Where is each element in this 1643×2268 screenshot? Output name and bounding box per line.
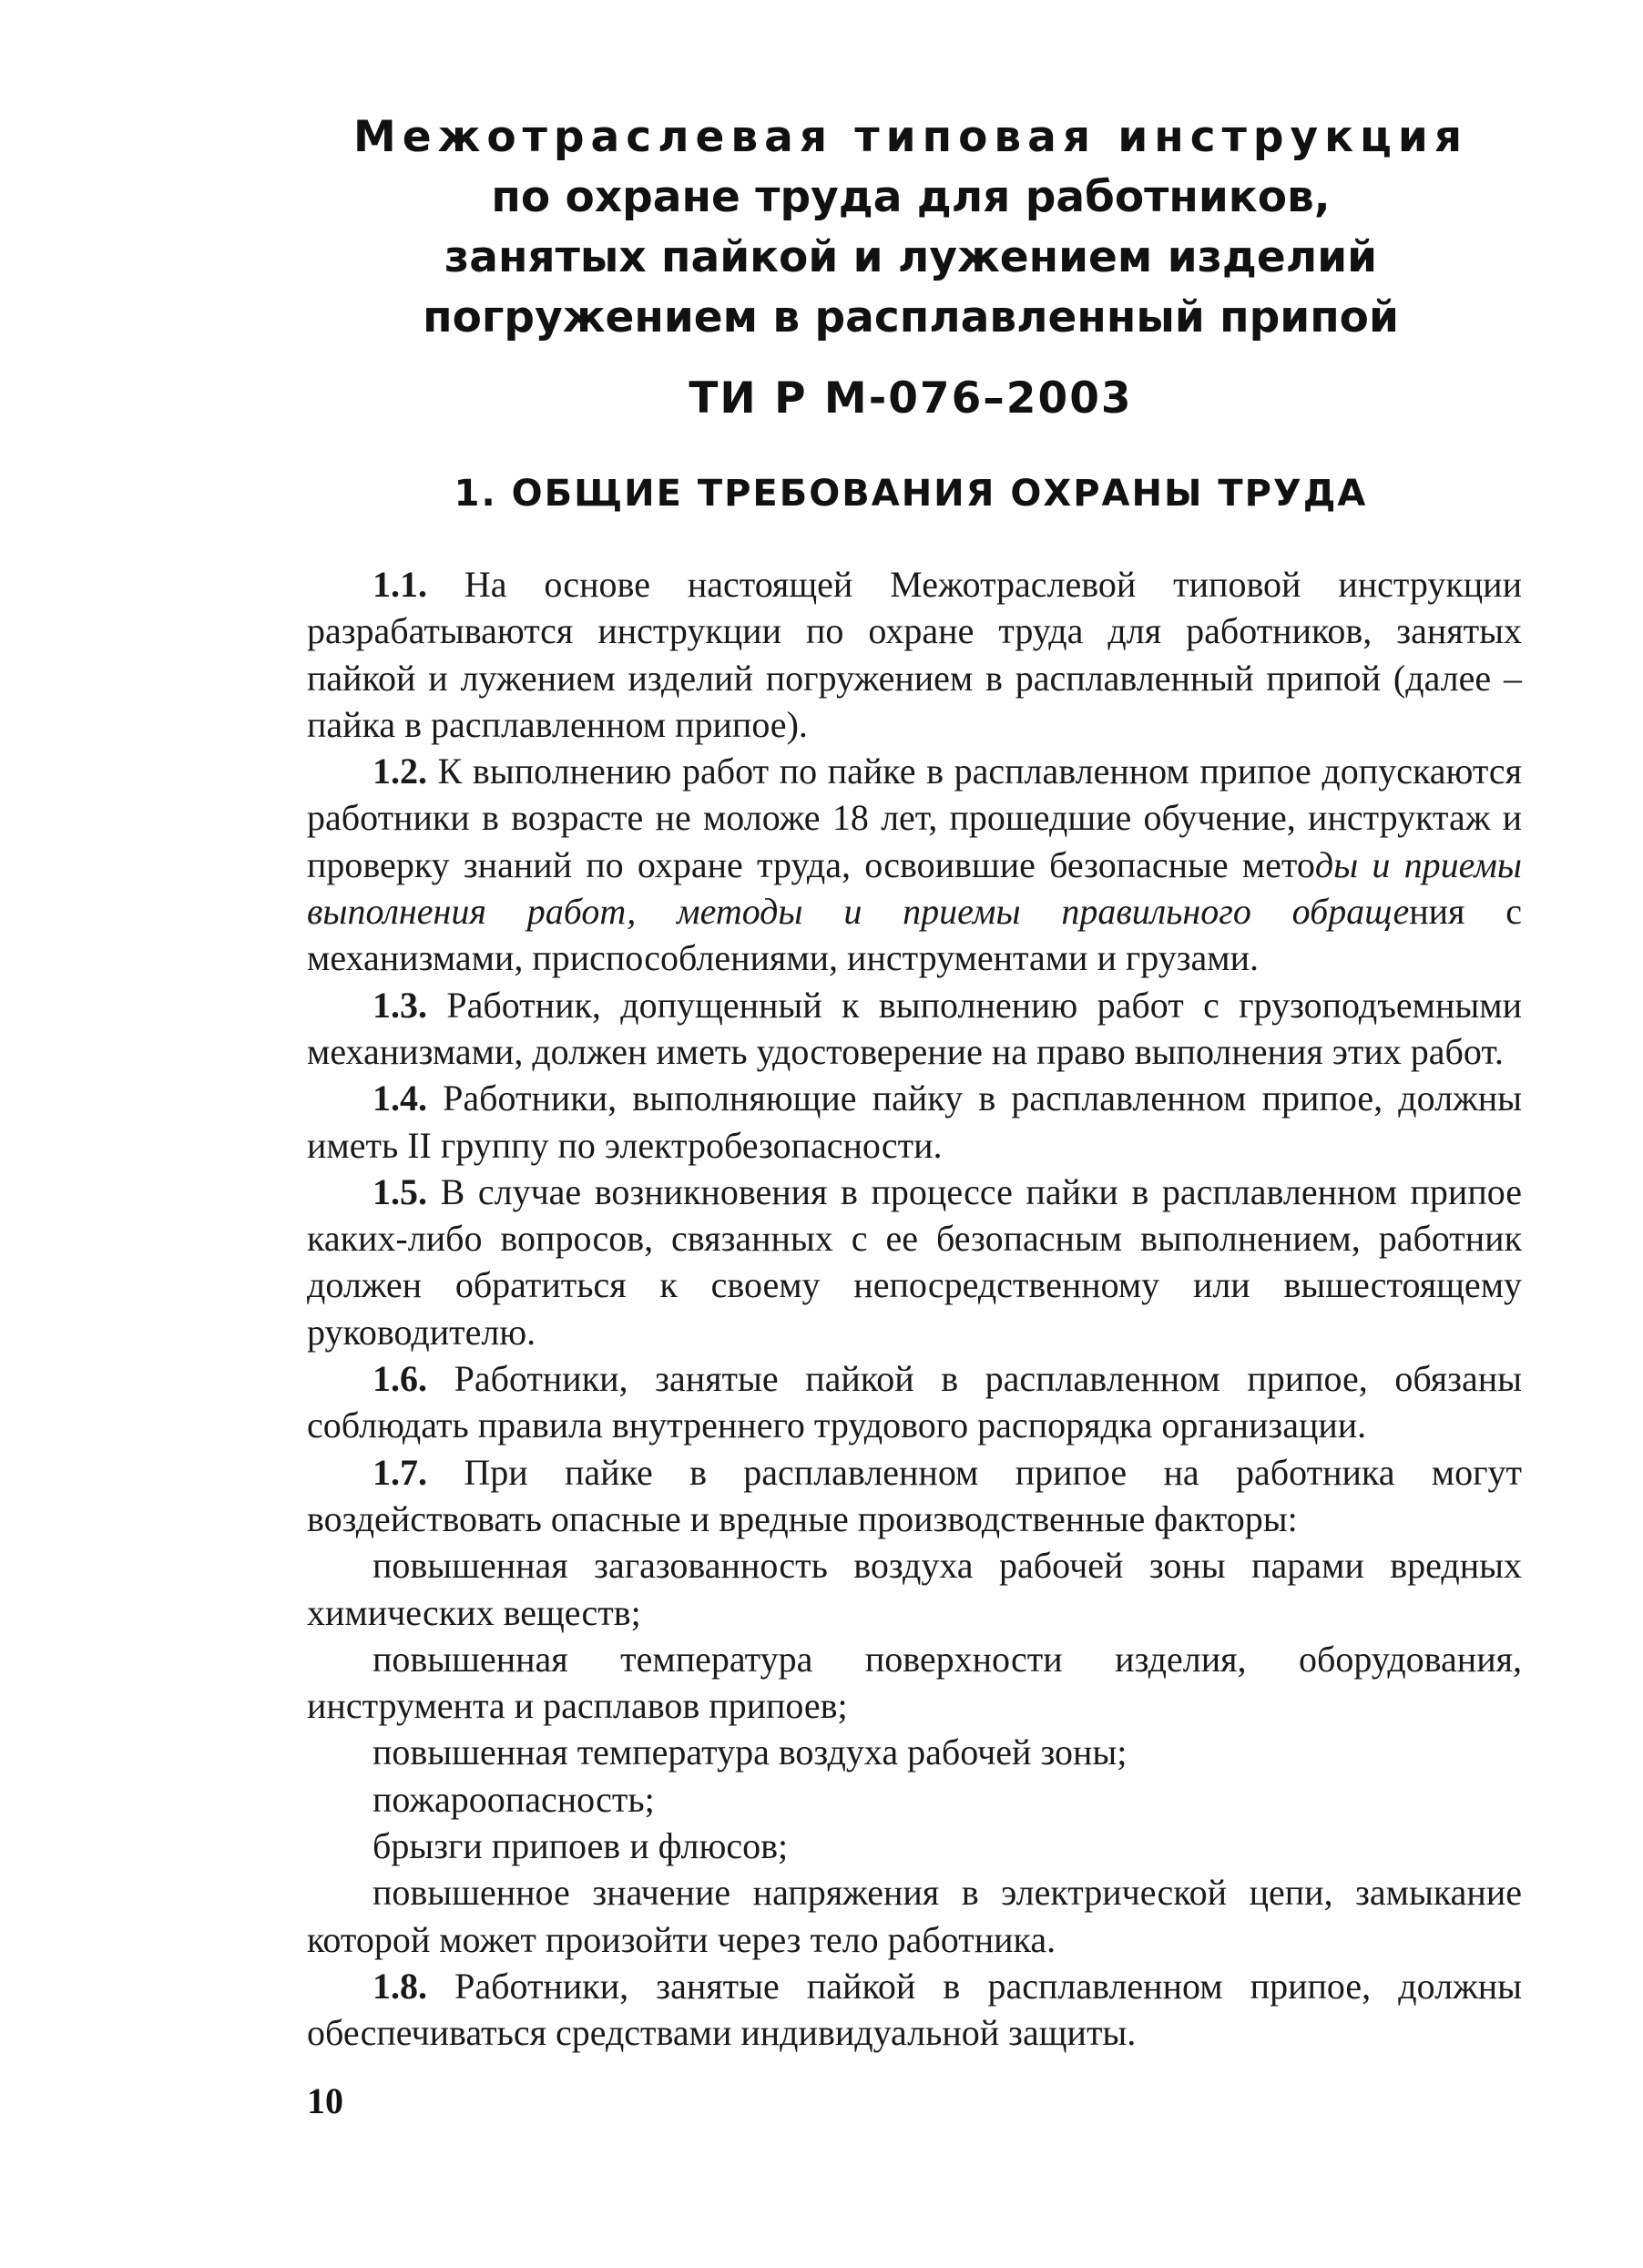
- paragraph-text: В случае возникновения в процессе пайки в расплавленном припое каких-либо вопросов, связанных с ее безопасным выполнением, работник должен обратиться к своему непосредственному или вышестоящему руководителю.: [307, 1170, 1522, 1353]
- paragraph-text: При пайке в расплавленном припое на работника могут воздействовать опасные и вредные производственные факторы:: [307, 1451, 1522, 1539]
- title-line: занятых пайкой и лужением изделий: [444, 232, 1378, 282]
- document-code: ТИ Р М-076–2003: [689, 373, 1133, 424]
- paragraph-1-7: [307, 1449, 1522, 1543]
- paragraph-1-3: [307, 982, 1522, 1076]
- paragraph-number: 1.4.: [372, 1078, 427, 1119]
- paragraph-text-italic: ды и приемы выполнения работ, методы и приемы правильного обраще: [307, 843, 1523, 933]
- paragraph-text: Работник, допущенный к выполнению работ с грузоподъемными механизмами, должен иметь удостоверение на право выполнения этих работ.: [307, 984, 1522, 1072]
- paragraph-1-2: [307, 748, 1522, 981]
- hazard-list-item: повышенная температура воздуха рабочей зоны;: [372, 1732, 1128, 1773]
- paragraph-number: 1.1.: [372, 564, 427, 605]
- paragraph-number: 1.7.: [372, 1451, 427, 1493]
- title-line: погружением в расплавленный припой: [423, 292, 1399, 342]
- paragraph-number: 1.3.: [372, 984, 427, 1026]
- paragraph-1-1: [307, 561, 1522, 748]
- document-body: [307, 561, 1522, 2057]
- paragraph-1-6: [307, 1355, 1522, 1449]
- section-heading: 1. ОБЩИЕ ТРЕБОВАНИЯ ОХРАНЫ ТРУДА: [454, 473, 1368, 515]
- hazard-list-item: повышенное значение напряжения в электрической цепи, замыкание которой может произойти через тело работника.: [307, 1872, 1522, 1960]
- hazard-list-item: брызги припоев и флюсов;: [372, 1825, 789, 1867]
- paragraph-text: На основе настоящей Межотраслевой типовой инструкции разрабатываются инструкции по охране труда для работников, занятых пайкой и лужением изделий погружением в расплавленный припой (далее – пайка в расплавленном припое).: [307, 564, 1522, 745]
- paragraph-text: Работники, занятые пайкой в расплавленном припое, должны обеспечиваться средствами индивидуальной защиты.: [307, 1965, 1522, 2054]
- title-line: по охране труда для работников,: [491, 172, 1331, 222]
- title-line: Межотраслевая типовая инструкция: [352, 112, 1469, 162]
- paragraph-1-8: [307, 1963, 1522, 2057]
- paragraph-1-5: [307, 1169, 1522, 1355]
- hazard-list-item: повышенная температура поверхности изделия, оборудования, инструмента и расплавов припоев;: [307, 1638, 1522, 1727]
- paragraph-text: Работники, занятые пайкой в расплавленном припое, обязаны соблюдать правила внутреннего трудового распорядка организации.: [307, 1358, 1522, 1446]
- paragraph-1-4: [307, 1075, 1522, 1169]
- paragraph-number: 1.5.: [372, 1170, 427, 1212]
- hazard-list-item: пожароопасность;: [372, 1778, 655, 1820]
- paragraph-number: 1.2.: [372, 751, 427, 792]
- paragraph-text: Работники, выполняющие пайку в расплавленном припое, должны иметь II группу по электробезопасности.: [307, 1078, 1522, 1166]
- document-title: [301, 107, 1521, 348]
- paragraph-text: ния с механизмами, приспособлениями, инструментами и грузами.: [307, 891, 1522, 979]
- page-number: 10: [307, 2080, 343, 2121]
- paragraph-text: К выполнению работ по пайке в расплавленном припое допускаются работники в возрасте не моложе 18 лет, прошедшие обучение, инструктаж и проверку знаний по охране труда, освоившие безопасные мето: [307, 751, 1522, 885]
- paragraph-number: 1.8.: [372, 1965, 427, 2007]
- paragraph-number: 1.6.: [372, 1358, 427, 1400]
- hazard-list-item: повышенная загазованность воздуха рабочей зоны парами вредных химических веществ;: [307, 1545, 1522, 1633]
